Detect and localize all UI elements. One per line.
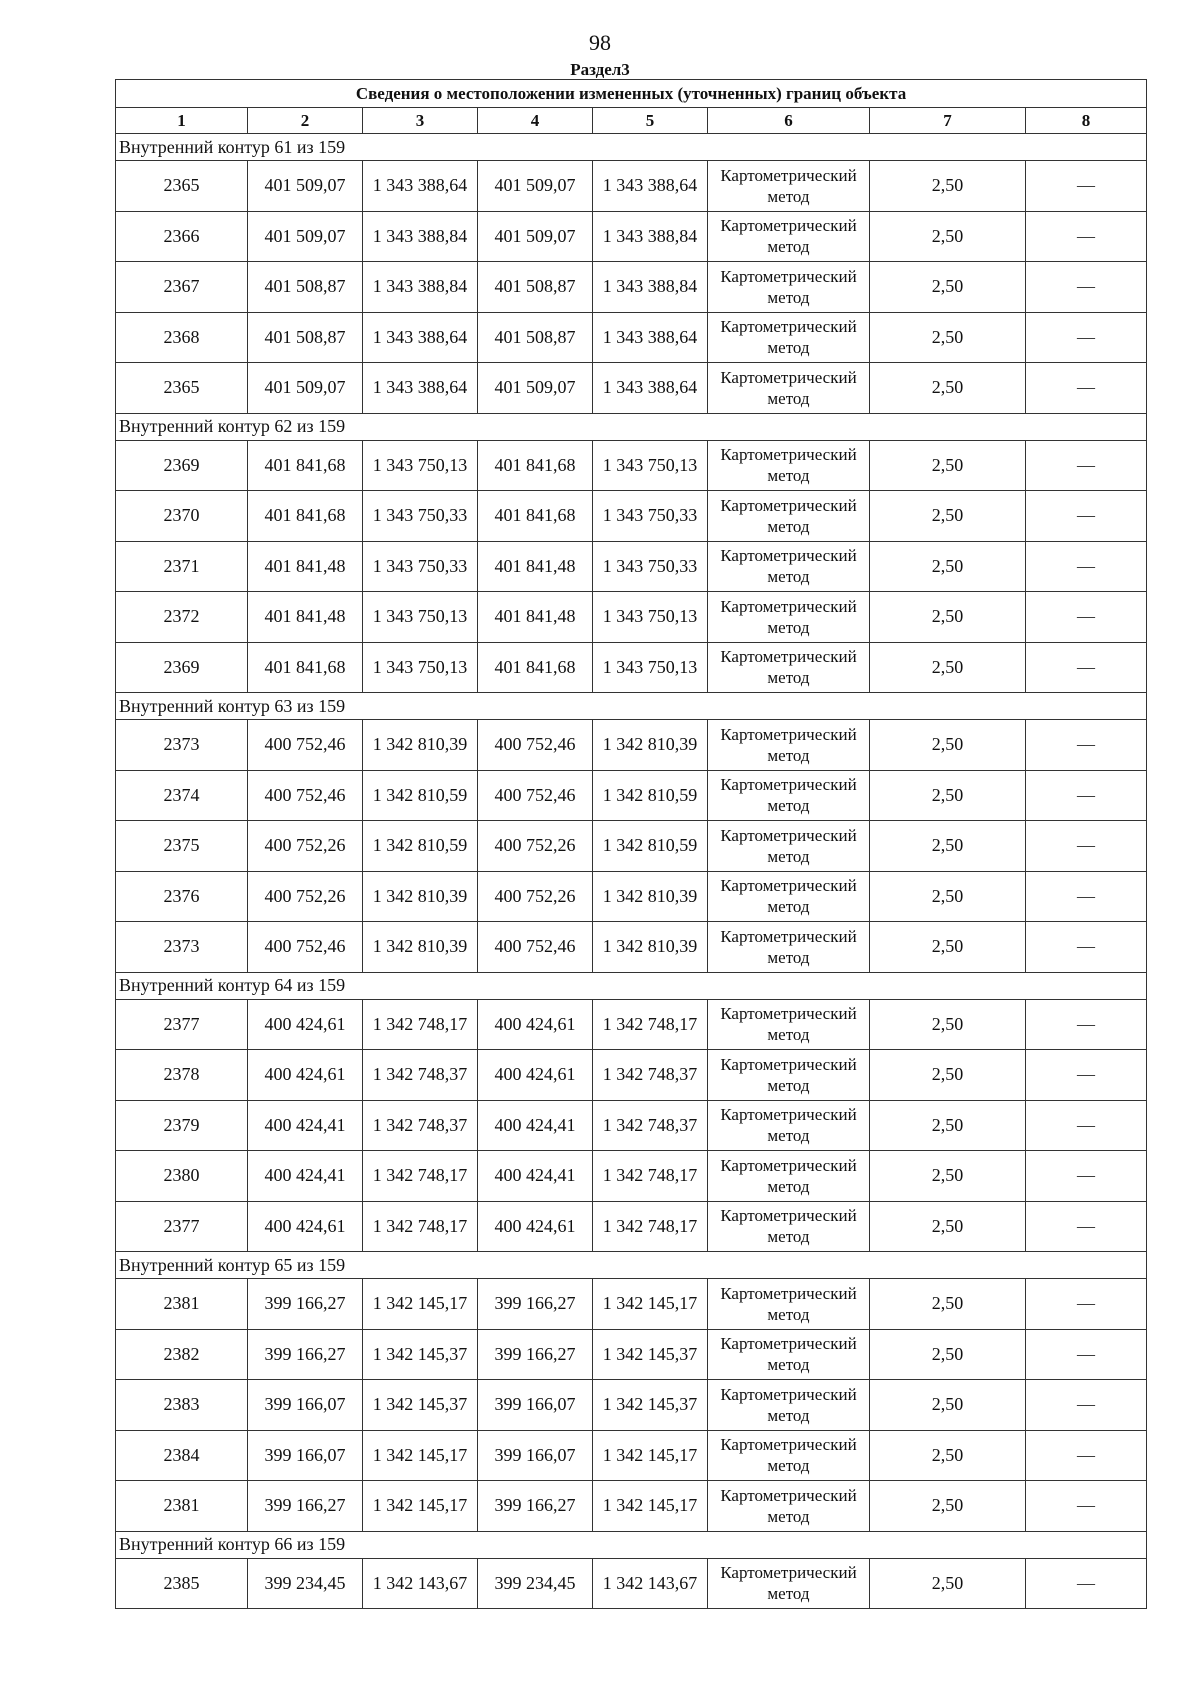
description-cell: —: [1026, 161, 1147, 212]
accuracy-cell: 2,50: [870, 871, 1026, 922]
method-cell: Картометрический метод: [708, 161, 870, 212]
x-existing-cell: 399 166,27: [248, 1481, 363, 1532]
x-existing-cell: 401 841,48: [248, 592, 363, 643]
description-cell: —: [1026, 262, 1147, 313]
description-cell: —: [1026, 592, 1147, 643]
x-existing-cell: 399 166,27: [248, 1329, 363, 1380]
description-cell: —: [1026, 491, 1147, 542]
table-row: [116, 1430, 1147, 1481]
accuracy-cell: 2,50: [870, 1279, 1026, 1330]
x-refined-cell: 400 752,46: [478, 922, 593, 973]
y-refined-cell: 1 342 810,39: [593, 922, 708, 973]
contour-label: Внутренний контур 62 из 159: [116, 413, 1147, 440]
method-cell: Картометрический метод: [708, 1380, 870, 1431]
description-cell: —: [1026, 1100, 1147, 1151]
table-row: [116, 871, 1147, 922]
y-existing-cell: 1 342 810,39: [363, 922, 478, 973]
x-refined-cell: 401 841,48: [478, 592, 593, 643]
x-refined-cell: 400 424,41: [478, 1151, 593, 1202]
x-refined-cell: 400 424,61: [478, 1201, 593, 1252]
x-refined-cell: 400 752,26: [478, 821, 593, 872]
accuracy-cell: 2,50: [870, 1201, 1026, 1252]
y-existing-cell: 1 343 388,84: [363, 262, 478, 313]
y-refined-cell: 1 343 388,64: [593, 161, 708, 212]
x-refined-cell: 401 509,07: [478, 211, 593, 262]
accuracy-cell: 2,50: [870, 491, 1026, 542]
y-refined-cell: 1 342 810,39: [593, 720, 708, 771]
point-number-cell: 2365: [116, 363, 248, 414]
column-number-3: 3: [363, 108, 478, 134]
point-number-cell: 2372: [116, 592, 248, 643]
contour-header-row: [116, 1252, 1147, 1279]
method-cell: Картометрический метод: [708, 1329, 870, 1380]
x-refined-cell: 401 841,68: [478, 642, 593, 693]
point-number-cell: 2383: [116, 1380, 248, 1431]
x-refined-cell: 401 508,87: [478, 312, 593, 363]
x-refined-cell: 399 166,07: [478, 1430, 593, 1481]
accuracy-cell: 2,50: [870, 1380, 1026, 1431]
table-row: [116, 1279, 1147, 1330]
y-refined-cell: 1 342 143,67: [593, 1558, 708, 1609]
table-row: [116, 1380, 1147, 1431]
table-row: [116, 592, 1147, 643]
description-cell: —: [1026, 1329, 1147, 1380]
accuracy-cell: 2,50: [870, 720, 1026, 771]
y-refined-cell: 1 343 388,64: [593, 312, 708, 363]
x-refined-cell: 401 841,68: [478, 440, 593, 491]
method-cell: Картометрический метод: [708, 592, 870, 643]
method-cell: Картометрический метод: [708, 642, 870, 693]
table-row: [116, 541, 1147, 592]
x-existing-cell: 401 841,68: [248, 491, 363, 542]
x-existing-cell: 401 841,68: [248, 440, 363, 491]
y-existing-cell: 1 343 388,64: [363, 312, 478, 363]
method-cell: Картометрический метод: [708, 541, 870, 592]
y-refined-cell: 1 342 748,17: [593, 1201, 708, 1252]
method-cell: Картометрический метод: [708, 922, 870, 973]
table-row: [116, 1481, 1147, 1532]
method-cell: Картометрический метод: [708, 871, 870, 922]
x-existing-cell: 401 508,87: [248, 262, 363, 313]
x-existing-cell: 400 752,26: [248, 821, 363, 872]
x-refined-cell: 401 508,87: [478, 262, 593, 313]
point-number-cell: 2375: [116, 821, 248, 872]
column-number-5: 5: [593, 108, 708, 134]
description-cell: —: [1026, 1430, 1147, 1481]
y-existing-cell: 1 342 810,59: [363, 821, 478, 872]
accuracy-cell: 2,50: [870, 1050, 1026, 1101]
accuracy-cell: 2,50: [870, 1558, 1026, 1609]
contour-label: Внутренний контур 63 из 159: [116, 693, 1147, 720]
point-number-cell: 2369: [116, 440, 248, 491]
method-cell: Картометрический метод: [708, 211, 870, 262]
boundary-table: [115, 79, 1147, 1609]
x-existing-cell: 401 841,68: [248, 642, 363, 693]
y-existing-cell: 1 342 145,37: [363, 1380, 478, 1431]
table-row: [116, 161, 1147, 212]
point-number-cell: 2374: [116, 770, 248, 821]
x-refined-cell: 401 509,07: [478, 363, 593, 414]
x-existing-cell: 400 424,61: [248, 999, 363, 1050]
point-number-cell: 2367: [116, 262, 248, 313]
column-number-6: 6: [708, 108, 870, 134]
y-existing-cell: 1 342 810,59: [363, 770, 478, 821]
x-existing-cell: 400 752,46: [248, 770, 363, 821]
accuracy-cell: 2,50: [870, 541, 1026, 592]
accuracy-cell: 2,50: [870, 1151, 1026, 1202]
x-existing-cell: 401 509,07: [248, 161, 363, 212]
method-cell: Картометрический метод: [708, 363, 870, 414]
x-refined-cell: 400 752,46: [478, 770, 593, 821]
method-cell: Картометрический метод: [708, 1201, 870, 1252]
x-existing-cell: 400 424,41: [248, 1151, 363, 1202]
description-cell: —: [1026, 1050, 1147, 1101]
y-refined-cell: 1 342 145,17: [593, 1481, 708, 1532]
method-cell: Картометрический метод: [708, 1279, 870, 1330]
method-cell: Картометрический метод: [708, 312, 870, 363]
y-existing-cell: 1 343 388,64: [363, 161, 478, 212]
x-existing-cell: 400 424,41: [248, 1100, 363, 1151]
method-cell: Картометрический метод: [708, 1050, 870, 1101]
x-existing-cell: 401 509,07: [248, 211, 363, 262]
y-refined-cell: 1 343 750,33: [593, 541, 708, 592]
x-refined-cell: 401 841,48: [478, 541, 593, 592]
table-row: [116, 262, 1147, 313]
accuracy-cell: 2,50: [870, 922, 1026, 973]
column-number-row: [116, 108, 1147, 134]
method-cell: Картометрический метод: [708, 1100, 870, 1151]
point-number-cell: 2365: [116, 161, 248, 212]
column-number-8: 8: [1026, 108, 1147, 134]
y-existing-cell: 1 342 748,17: [363, 999, 478, 1050]
description-cell: —: [1026, 1558, 1147, 1609]
method-cell: Картометрический метод: [708, 1481, 870, 1532]
method-cell: Картометрический метод: [708, 1430, 870, 1481]
x-existing-cell: 400 424,61: [248, 1050, 363, 1101]
method-cell: Картометрический метод: [708, 1151, 870, 1202]
point-number-cell: 2369: [116, 642, 248, 693]
accuracy-cell: 2,50: [870, 642, 1026, 693]
x-existing-cell: 400 752,46: [248, 720, 363, 771]
description-cell: —: [1026, 1380, 1147, 1431]
description-cell: —: [1026, 999, 1147, 1050]
column-number-4: 4: [478, 108, 593, 134]
point-number-cell: 2381: [116, 1481, 248, 1532]
description-cell: —: [1026, 1201, 1147, 1252]
table-row: [116, 1100, 1147, 1151]
description-cell: —: [1026, 871, 1147, 922]
accuracy-cell: 2,50: [870, 592, 1026, 643]
point-number-cell: 2380: [116, 1151, 248, 1202]
y-refined-cell: 1 343 750,13: [593, 440, 708, 491]
y-existing-cell: 1 342 748,37: [363, 1100, 478, 1151]
y-existing-cell: 1 343 388,84: [363, 211, 478, 262]
x-existing-cell: 399 234,45: [248, 1558, 363, 1609]
contour-header-row: [116, 413, 1147, 440]
accuracy-cell: 2,50: [870, 1100, 1026, 1151]
y-refined-cell: 1 342 810,59: [593, 821, 708, 872]
description-cell: —: [1026, 720, 1147, 771]
description-cell: —: [1026, 922, 1147, 973]
method-cell: Картометрический метод: [708, 770, 870, 821]
column-number-1: 1: [116, 108, 248, 134]
accuracy-cell: 2,50: [870, 161, 1026, 212]
y-refined-cell: 1 343 750,13: [593, 592, 708, 643]
table-row: [116, 1151, 1147, 1202]
page-number: 98: [589, 30, 611, 55]
table-row: [116, 491, 1147, 542]
section-heading: Раздел3: [570, 60, 630, 79]
x-existing-cell: 401 508,87: [248, 312, 363, 363]
x-refined-cell: 399 166,27: [478, 1329, 593, 1380]
table-body: [116, 134, 1147, 1609]
contour-header-row: [116, 134, 1147, 161]
y-refined-cell: 1 343 388,84: [593, 262, 708, 313]
y-refined-cell: 1 343 388,84: [593, 211, 708, 262]
y-refined-cell: 1 342 748,17: [593, 1151, 708, 1202]
contour-label: Внутренний контур 65 из 159: [116, 1252, 1147, 1279]
x-existing-cell: 401 841,48: [248, 541, 363, 592]
y-existing-cell: 1 342 145,37: [363, 1329, 478, 1380]
column-number-2: 2: [248, 108, 363, 134]
y-existing-cell: 1 343 750,33: [363, 491, 478, 542]
table-row: [116, 363, 1147, 414]
y-existing-cell: 1 343 750,13: [363, 642, 478, 693]
description-cell: —: [1026, 211, 1147, 262]
accuracy-cell: 2,50: [870, 262, 1026, 313]
point-number-cell: 2366: [116, 211, 248, 262]
table-row: [116, 1558, 1147, 1609]
table-row: [116, 440, 1147, 491]
method-cell: Картометрический метод: [708, 999, 870, 1050]
x-refined-cell: 400 424,41: [478, 1100, 593, 1151]
x-refined-cell: 400 424,61: [478, 1050, 593, 1101]
method-cell: Картометрический метод: [708, 821, 870, 872]
y-refined-cell: 1 342 748,17: [593, 999, 708, 1050]
point-number-cell: 2377: [116, 1201, 248, 1252]
y-refined-cell: 1 342 810,59: [593, 770, 708, 821]
y-refined-cell: 1 343 388,64: [593, 363, 708, 414]
description-cell: —: [1026, 541, 1147, 592]
table-row: [116, 1201, 1147, 1252]
x-existing-cell: 400 752,26: [248, 871, 363, 922]
table-row: [116, 642, 1147, 693]
table-row: [116, 1050, 1147, 1101]
point-number-cell: 2370: [116, 491, 248, 542]
table-row: [116, 312, 1147, 363]
description-cell: —: [1026, 363, 1147, 414]
description-cell: —: [1026, 1279, 1147, 1330]
y-existing-cell: 1 343 388,64: [363, 363, 478, 414]
x-refined-cell: 401 841,68: [478, 491, 593, 542]
y-existing-cell: 1 342 145,17: [363, 1481, 478, 1532]
x-refined-cell: 400 752,46: [478, 720, 593, 771]
y-refined-cell: 1 342 145,37: [593, 1329, 708, 1380]
table-row: [116, 1329, 1147, 1380]
y-existing-cell: 1 342 748,17: [363, 1151, 478, 1202]
y-refined-cell: 1 342 145,37: [593, 1380, 708, 1431]
method-cell: Картометрический метод: [708, 491, 870, 542]
point-number-cell: 2378: [116, 1050, 248, 1101]
y-existing-cell: 1 342 810,39: [363, 720, 478, 771]
accuracy-cell: 2,50: [870, 1329, 1026, 1380]
y-refined-cell: 1 342 748,37: [593, 1100, 708, 1151]
description-cell: —: [1026, 642, 1147, 693]
contour-header-row: [116, 972, 1147, 999]
description-cell: —: [1026, 440, 1147, 491]
point-number-cell: 2376: [116, 871, 248, 922]
accuracy-cell: 2,50: [870, 363, 1026, 414]
point-number-cell: 2384: [116, 1430, 248, 1481]
table-row: [116, 999, 1147, 1050]
point-number-cell: 2373: [116, 720, 248, 771]
table-row: [116, 720, 1147, 771]
point-number-cell: 2381: [116, 1279, 248, 1330]
point-number-cell: 2379: [116, 1100, 248, 1151]
method-cell: Картометрический метод: [708, 440, 870, 491]
table-title: Сведения о местоположении измененных (уточненных) границ объекта: [116, 80, 1147, 108]
accuracy-cell: 2,50: [870, 770, 1026, 821]
accuracy-cell: 2,50: [870, 211, 1026, 262]
column-number-7: 7: [870, 108, 1026, 134]
contour-label: Внутренний контур 66 из 159: [116, 1531, 1147, 1558]
accuracy-cell: 2,50: [870, 821, 1026, 872]
point-number-cell: 2377: [116, 999, 248, 1050]
y-existing-cell: 1 342 810,39: [363, 871, 478, 922]
x-refined-cell: 399 166,27: [478, 1481, 593, 1532]
description-cell: —: [1026, 1481, 1147, 1532]
y-existing-cell: 1 342 748,17: [363, 1201, 478, 1252]
x-refined-cell: 400 752,26: [478, 871, 593, 922]
y-existing-cell: 1 343 750,33: [363, 541, 478, 592]
y-refined-cell: 1 342 748,37: [593, 1050, 708, 1101]
y-refined-cell: 1 342 145,17: [593, 1430, 708, 1481]
table-row: [116, 211, 1147, 262]
y-existing-cell: 1 343 750,13: [363, 440, 478, 491]
y-refined-cell: 1 343 750,33: [593, 491, 708, 542]
accuracy-cell: 2,50: [870, 999, 1026, 1050]
x-existing-cell: 399 166,27: [248, 1279, 363, 1330]
accuracy-cell: 2,50: [870, 440, 1026, 491]
y-existing-cell: 1 342 145,17: [363, 1279, 478, 1330]
description-cell: —: [1026, 312, 1147, 363]
y-refined-cell: 1 342 145,17: [593, 1279, 708, 1330]
point-number-cell: 2368: [116, 312, 248, 363]
x-existing-cell: 400 424,61: [248, 1201, 363, 1252]
x-refined-cell: 399 166,07: [478, 1380, 593, 1431]
description-cell: —: [1026, 1151, 1147, 1202]
table-row: [116, 922, 1147, 973]
contour-label: Внутренний контур 61 из 159: [116, 134, 1147, 161]
accuracy-cell: 2,50: [870, 1430, 1026, 1481]
y-existing-cell: 1 342 143,67: [363, 1558, 478, 1609]
point-number-cell: 2382: [116, 1329, 248, 1380]
description-cell: —: [1026, 770, 1147, 821]
y-refined-cell: 1 342 810,39: [593, 871, 708, 922]
description-cell: —: [1026, 821, 1147, 872]
x-refined-cell: 401 509,07: [478, 161, 593, 212]
accuracy-cell: 2,50: [870, 312, 1026, 363]
accuracy-cell: 2,50: [870, 1481, 1026, 1532]
method-cell: Картометрический метод: [708, 720, 870, 771]
point-number-cell: 2371: [116, 541, 248, 592]
point-number-cell: 2373: [116, 922, 248, 973]
x-existing-cell: 399 166,07: [248, 1380, 363, 1431]
contour-header-row: [116, 1531, 1147, 1558]
x-existing-cell: 401 509,07: [248, 363, 363, 414]
x-existing-cell: 399 166,07: [248, 1430, 363, 1481]
y-existing-cell: 1 342 748,37: [363, 1050, 478, 1101]
x-refined-cell: 400 424,61: [478, 999, 593, 1050]
x-refined-cell: 399 234,45: [478, 1558, 593, 1609]
x-existing-cell: 400 752,46: [248, 922, 363, 973]
x-refined-cell: 399 166,27: [478, 1279, 593, 1330]
point-number-cell: 2385: [116, 1558, 248, 1609]
contour-header-row: [116, 693, 1147, 720]
method-cell: Картометрический метод: [708, 262, 870, 313]
y-refined-cell: 1 343 750,13: [593, 642, 708, 693]
y-existing-cell: 1 343 750,13: [363, 592, 478, 643]
contour-label: Внутренний контур 64 из 159: [116, 972, 1147, 999]
table-row: [116, 770, 1147, 821]
method-cell: Картометрический метод: [708, 1558, 870, 1609]
y-existing-cell: 1 342 145,17: [363, 1430, 478, 1481]
table-row: [116, 821, 1147, 872]
